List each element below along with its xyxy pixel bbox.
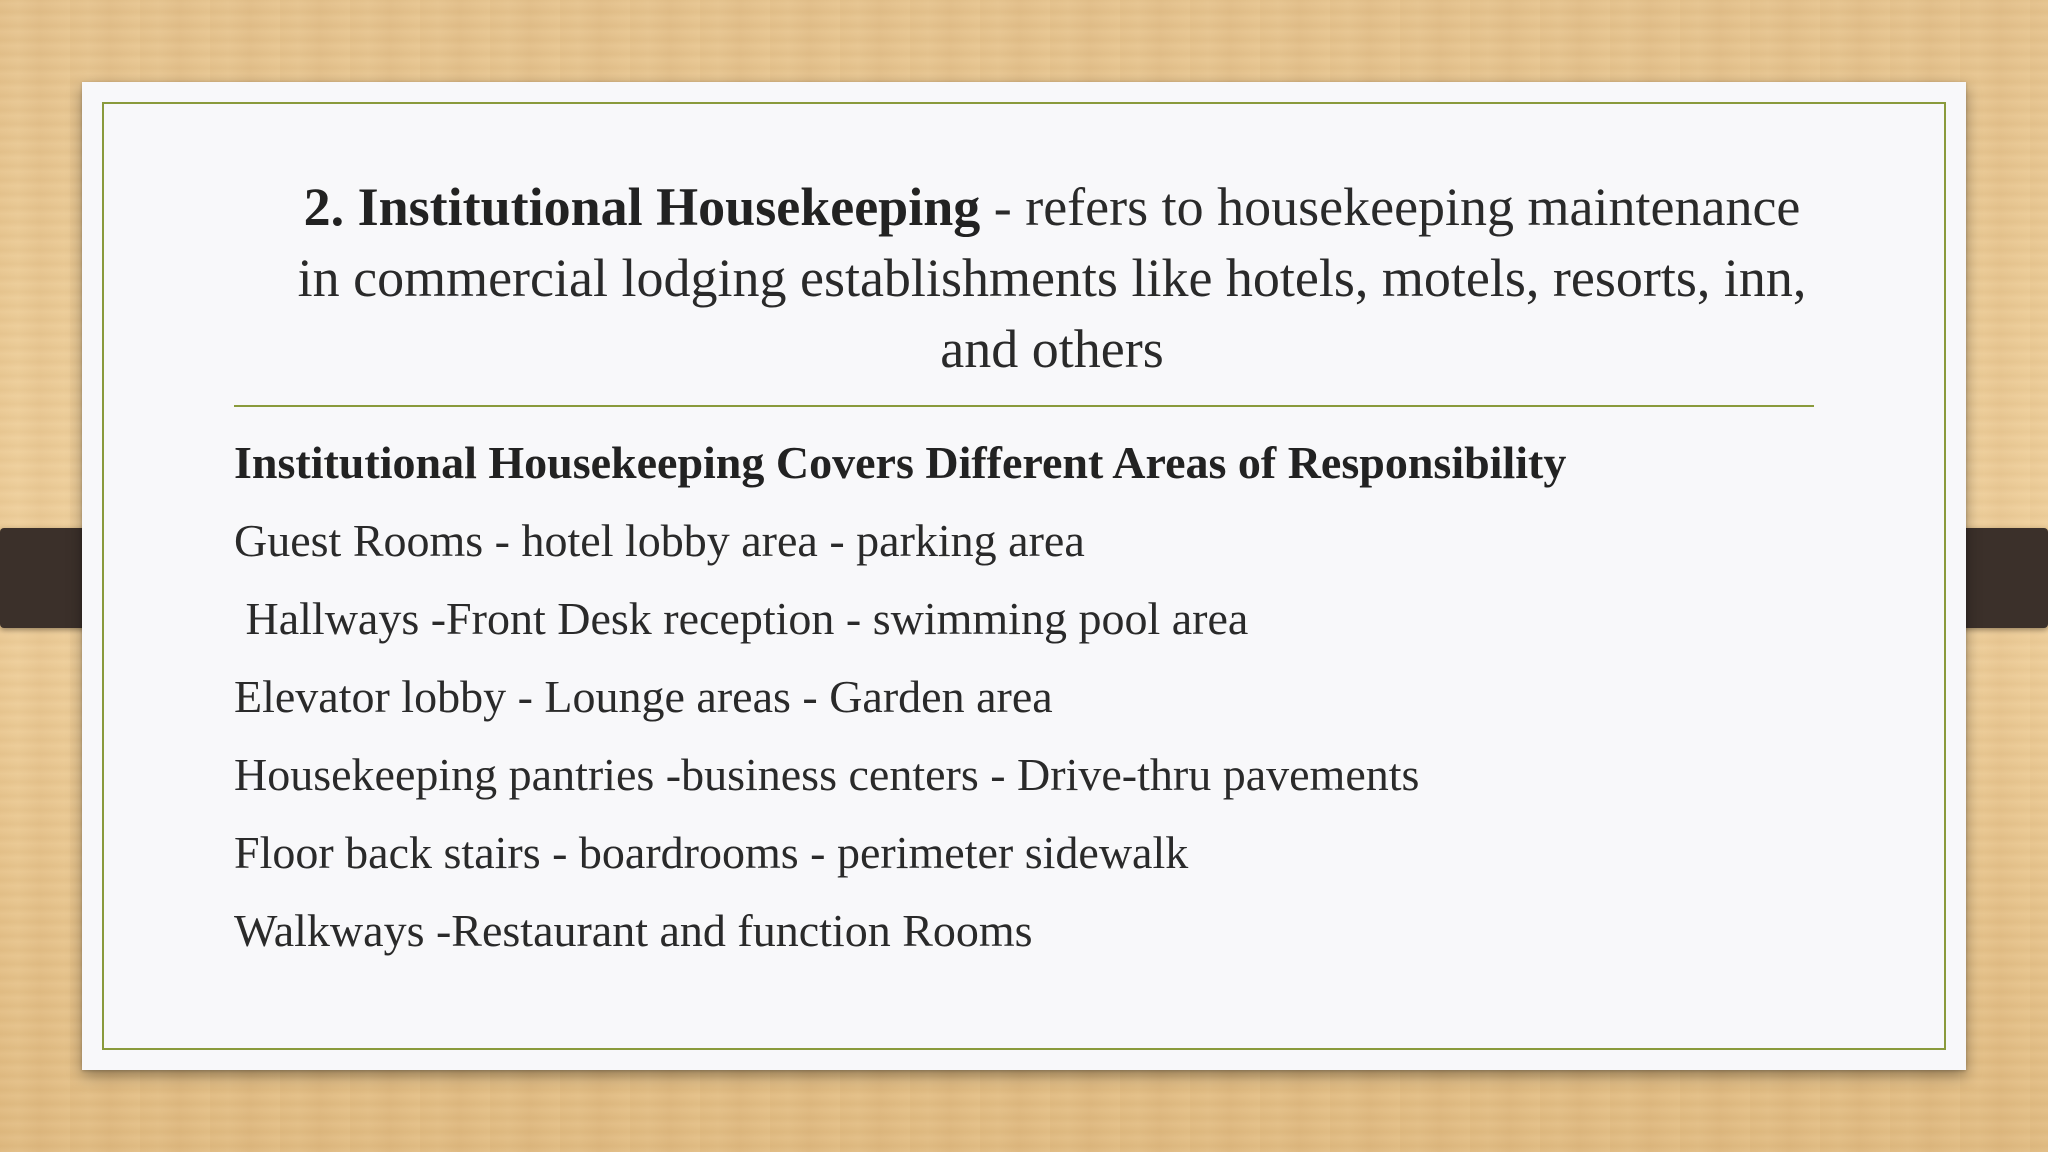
list-item: Floor back stairs - boardrooms - perimeter sidewalk xyxy=(234,827,1189,878)
slide-title-rest: - refers to housekeeping maintenance in commercial lodging establishments like hotels, motels, resorts, inn, and others xyxy=(297,177,1807,379)
list-item: Housekeeping pantries -business centers - Drive-thru pavements xyxy=(234,749,1420,800)
list-item: Guest Rooms - hotel lobby area - parking area xyxy=(234,515,1085,566)
slide-title xyxy=(282,172,1822,385)
body-heading: Institutional Housekeeping Covers Different Areas of Responsibility xyxy=(234,437,1567,488)
slide-body xyxy=(234,432,1834,978)
slide-title-bold: 2. Institutional Housekeeping xyxy=(303,177,981,237)
title-divider xyxy=(234,405,1814,407)
list-item: Elevator lobby - Lounge areas - Garden area xyxy=(234,671,1053,722)
slide-card xyxy=(82,82,1966,1070)
list-item: Walkways -Restaurant and function Rooms xyxy=(234,905,1033,956)
list-item: Hallways -Front Desk reception - swimming pool area xyxy=(234,593,1249,644)
